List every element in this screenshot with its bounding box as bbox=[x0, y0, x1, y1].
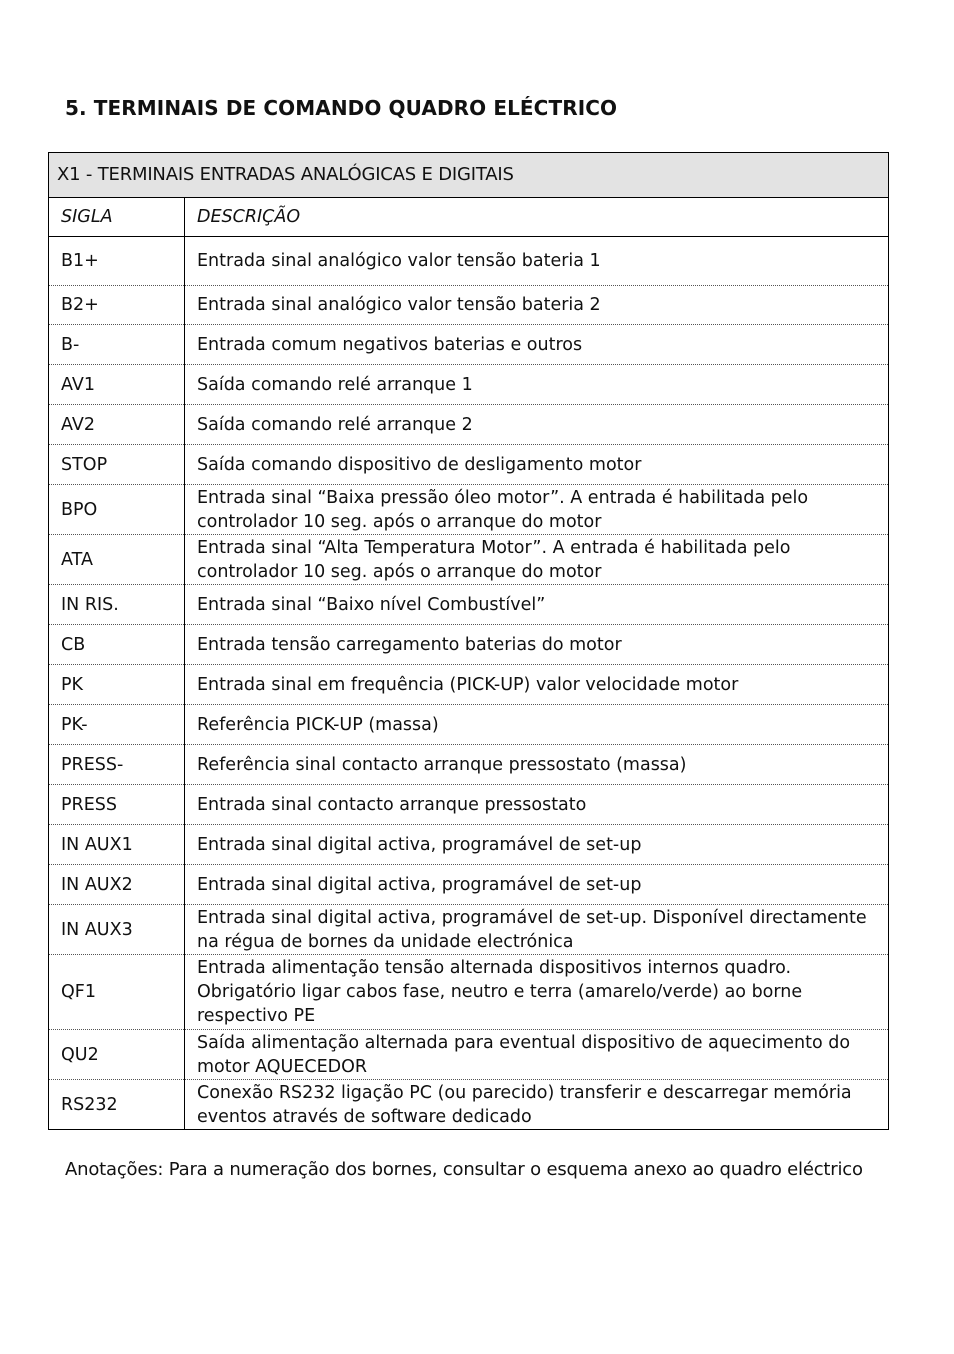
table-row bbox=[49, 286, 889, 325]
cell-sigla: RS232 bbox=[49, 1080, 185, 1130]
cell-sigla: CB bbox=[49, 625, 185, 665]
table-row bbox=[49, 785, 889, 825]
cell-descricao: Referência sinal contacto arranque pressostato (massa) bbox=[185, 745, 889, 785]
section-title: 5. TERMINAIS DE COMANDO QUADRO ELÉCTRICO bbox=[65, 96, 618, 120]
table-row bbox=[49, 535, 889, 585]
cell-descricao: Entrada sinal “Baixa pressão óleo motor”. A entrada é habilitada pelo controlador 10 seg. após o arranque do motor bbox=[185, 485, 889, 535]
table-row bbox=[49, 705, 889, 745]
cell-descricao: Entrada alimentação tensão alternada dispositivos internos quadro. Obrigatório ligar cabos fase, neutro e terra (amarelo/verde) ao borne respectivo PE bbox=[185, 955, 889, 1030]
cell-sigla: AV2 bbox=[49, 405, 185, 445]
cell-descricao: Entrada comum negativos baterias e outros bbox=[185, 325, 889, 365]
cell-sigla: BPO bbox=[49, 485, 185, 535]
cell-descricao: Entrada sinal “Alta Temperatura Motor”. A entrada é habilitada pelo controlador 10 seg. após o arranque do motor bbox=[185, 535, 889, 585]
cell-descricao: Saída alimentação alternada para eventual dispositivo de aquecimento do motor AQUECEDOR bbox=[185, 1030, 889, 1080]
cell-sigla: IN RIS. bbox=[49, 585, 185, 625]
cell-descricao: Entrada sinal digital activa, programável de set-up bbox=[185, 825, 889, 865]
cell-sigla: IN AUX2 bbox=[49, 865, 185, 905]
cell-descricao: Entrada sinal “Baixo nível Combustível” bbox=[185, 585, 889, 625]
cell-sigla: STOP bbox=[49, 445, 185, 485]
cell-descricao: Entrada sinal digital activa, programável de set-up bbox=[185, 865, 889, 905]
table-header-row bbox=[49, 198, 889, 237]
table-row bbox=[49, 325, 889, 365]
table-row bbox=[49, 865, 889, 905]
cell-descricao: Entrada sinal digital activa, programável de set-up. Disponível directamente na régua de bornes da unidade electrónica bbox=[185, 905, 889, 955]
table-caption-row bbox=[49, 153, 889, 198]
cell-descricao: Saída comando dispositivo de desligamento motor bbox=[185, 445, 889, 485]
table-row bbox=[49, 485, 889, 535]
table-row bbox=[49, 365, 889, 405]
table-row bbox=[49, 585, 889, 625]
cell-descricao: Entrada sinal contacto arranque pressostato bbox=[185, 785, 889, 825]
table-row bbox=[49, 905, 889, 955]
cell-sigla: PK bbox=[49, 665, 185, 705]
table-row bbox=[49, 825, 889, 865]
table-row bbox=[49, 1030, 889, 1080]
cell-descricao: Saída comando relé arranque 1 bbox=[185, 365, 889, 405]
cell-sigla: AV1 bbox=[49, 365, 185, 405]
cell-descricao: Referência PICK-UP (massa) bbox=[185, 705, 889, 745]
table-caption: X1 - TERMINAIS ENTRADAS ANALÓGICAS E DIGITAIS bbox=[49, 153, 889, 198]
table-row bbox=[49, 955, 889, 1030]
cell-sigla: B1+ bbox=[49, 237, 185, 286]
table-row bbox=[49, 237, 889, 286]
cell-descricao: Entrada sinal em frequência (PICK-UP) valor velocidade motor bbox=[185, 665, 889, 705]
table-row bbox=[49, 405, 889, 445]
cell-descricao: Conexão RS232 ligação PC (ou parecido) transferir e descarregar memória eventos através de software dedicado bbox=[185, 1080, 889, 1130]
table-row bbox=[49, 625, 889, 665]
cell-descricao: Entrada sinal analógico valor tensão bateria 2 bbox=[185, 286, 889, 325]
cell-sigla: IN AUX1 bbox=[49, 825, 185, 865]
cell-sigla: IN AUX3 bbox=[49, 905, 185, 955]
cell-descricao: Entrada sinal analógico valor tensão bateria 1 bbox=[185, 237, 889, 286]
cell-descricao: Entrada tensão carregamento baterias do motor bbox=[185, 625, 889, 665]
cell-sigla: B- bbox=[49, 325, 185, 365]
column-header-descricao: DESCRIÇÃO bbox=[185, 198, 889, 237]
cell-sigla: ATA bbox=[49, 535, 185, 585]
column-header-sigla: SIGLA bbox=[49, 198, 185, 237]
cell-sigla: PRESS- bbox=[49, 745, 185, 785]
cell-sigla: PRESS bbox=[49, 785, 185, 825]
table-row bbox=[49, 665, 889, 705]
cell-sigla: B2+ bbox=[49, 286, 185, 325]
table-row bbox=[49, 745, 889, 785]
annotation-note: Anotações: Para a numeração dos bornes, consultar o esquema anexo ao quadro eléctrico bbox=[65, 1159, 863, 1180]
terminals-table bbox=[48, 152, 889, 1130]
cell-descricao: Saída comando relé arranque 2 bbox=[185, 405, 889, 445]
cell-sigla: QU2 bbox=[49, 1030, 185, 1080]
table-row bbox=[49, 1080, 889, 1130]
table-row bbox=[49, 445, 889, 485]
cell-sigla: PK- bbox=[49, 705, 185, 745]
cell-sigla: QF1 bbox=[49, 955, 185, 1030]
